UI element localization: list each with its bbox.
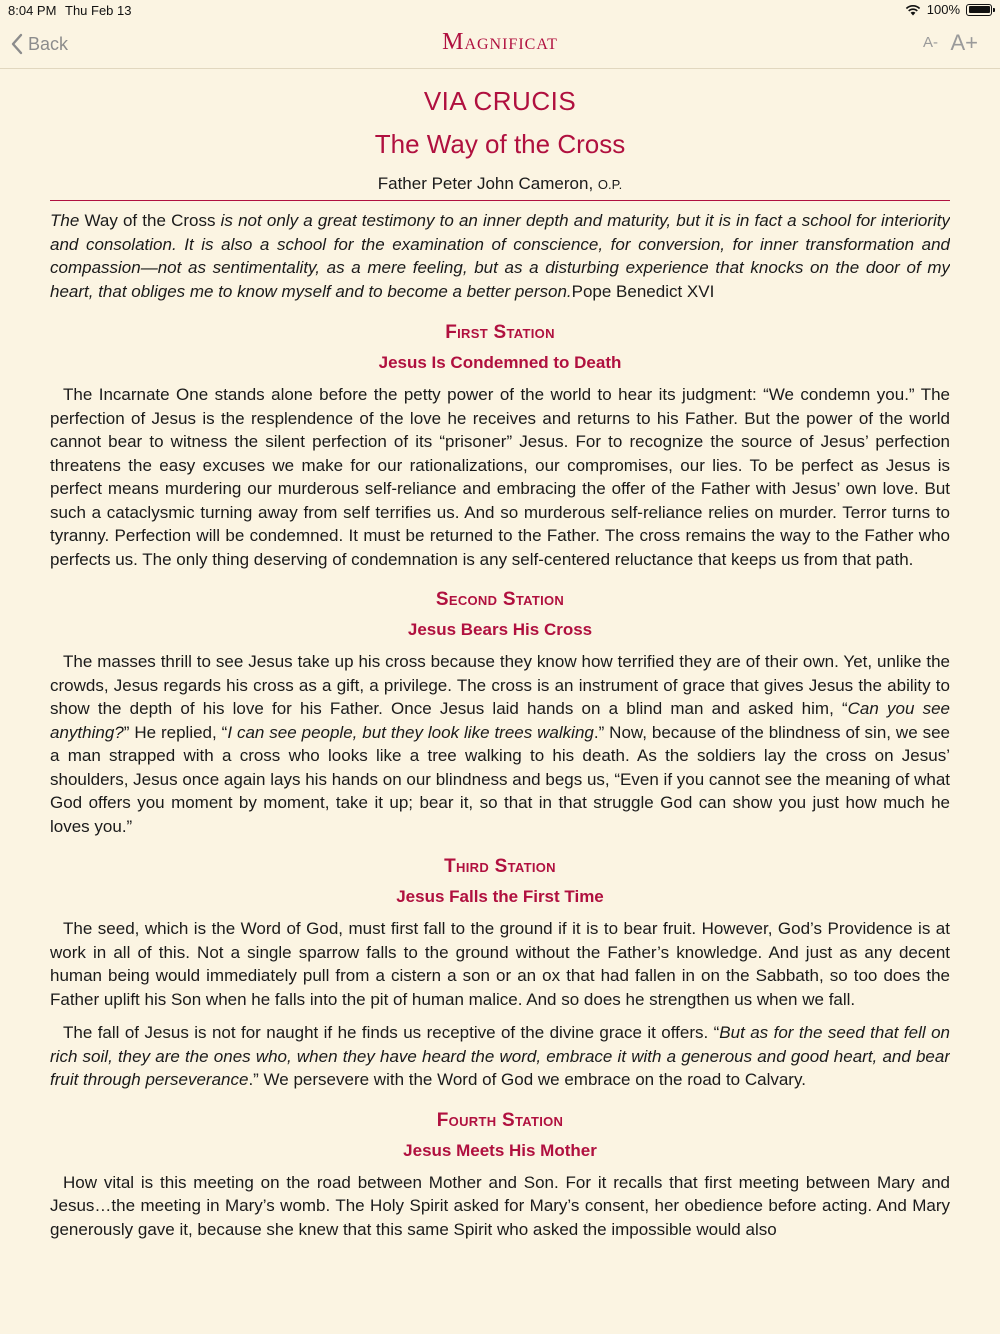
font-decrease-button[interactable]: A- bbox=[923, 34, 938, 51]
epigraph: The Way of the Cross is not only a great testimony to an inner depth and maturity, but it is in fact a school for interiority and consolation. It is also a school for the examination of conscience, for conversion, for inner transformation and compassion—not as sentimentality, as a mere feeling, but as a disturbing experience that knocks on the door of my heart, that obliges me to know myself and to become a better person.Pope Benedict XVI bbox=[50, 211, 950, 301]
wifi-icon bbox=[905, 4, 921, 16]
station-heading: First Station bbox=[445, 322, 555, 343]
status-right bbox=[905, 2, 992, 17]
station-title: Jesus Is Condemned to Death bbox=[378, 353, 622, 372]
back-label: Back bbox=[28, 33, 69, 54]
battery-percent: 100% bbox=[926, 2, 960, 17]
epigraph-attribution: Pope Benedict XVI bbox=[571, 281, 715, 301]
station-heading: Second Station bbox=[435, 589, 565, 610]
status-date: Thu Feb 13 bbox=[65, 3, 132, 18]
article-subtitle: The Way of the Cross bbox=[374, 129, 626, 159]
font-increase-button[interactable]: A+ bbox=[950, 30, 978, 55]
station-heading: Fourth Station bbox=[436, 1109, 564, 1131]
station-paragraph: The masses thrill to see Jesus take up his cross because they know how terrified they are of their own. Yet, unlike the crowds, Jesus regards his cross as a gift, a privilege. The cross is an instrument of grace that gives Jesus the ability to show the depth of his love for his Father. Once Jesus laid hands on a blind man and asked him, “Can you see anything?” He replied, “I can see people, but they look like trees walking.” Now, because of the blindness of sin, we see a man strapped with a cross who looks like a tree walking to his death. As the soldiers lay the cross on Jesus’ shoulders, Jesus once again lays his hands on our blindness and begs us, “Even if you cannot see the meaning of what God offers you moment by moment, take it up; bear it, so that in that struggle God can show you just how much he loves you.” bbox=[50, 652, 950, 836]
article-content bbox=[50, 68, 950, 1334]
magnificat-logo: MAGNIFICAT bbox=[442, 29, 558, 55]
status-time: 8:04 PM bbox=[8, 3, 57, 18]
station-title: Jesus Falls the First Time bbox=[396, 887, 604, 906]
battery-icon bbox=[966, 4, 992, 16]
station-paragraph: The seed, which is the Word of God, must first fall to the ground if it is to bear fruit. However, God’s Providence is at work in all of this. Not a single sparrow falls to the ground without the Father’s knowledge. And just as any decent human being would immediately pull from a cistern a son or an ox that had fallen in on the Sabbath, so too does the Father uplift his Son when he falls into the pit of human malice. And so does he strengthen us when we fall. bbox=[50, 919, 950, 1009]
station-paragraph: How vital is this meeting on the road between Mother and Son. For it recalls that first meeting between Mary and Jesus…the meeting in Mary’s womb. The Holy Spirit asked for Mary’s consent, her obedience before acting. And Mary generously gave it, because she knew that this same Spirit who asked the impossible would also bbox=[50, 1172, 950, 1239]
article-author: Father Peter John Cameron, O.P. bbox=[50, 174, 950, 201]
article-title: VIA CRUCIS bbox=[423, 86, 577, 116]
station-paragraph: The fall of Jesus is not for naught if he finds us receptive of the divine grace it offers. “But as for the seed that fell on rich soil, they are the ones who, when they have heard the word, embrace it with a generous and good heart, and bear fruit through perseverance.” We persevere with the Word of God we embrace on the road to Calvary. bbox=[50, 1023, 950, 1089]
station-paragraph: The Incarnate One stands alone before the petty power of the world to hear its judgment: “We condemn you.” The perfection of Jesus is the resplendence of the love he receives and returns to his Father. But the power of the world cannot bear to witness the silent perfection of its “prisoner” Jesus. For to recognize the source of Jesus’ perfection threatens the easy excuses we make for our rationalizations, our compromises, our lies. To be perfect as Jesus is perfect means murdering our murderous self-reliance and embracing the offer of the Father with Jesus’ own love. But such a cataclysmic turning away from self terrifies us. And so murderous self-reliance relies on murder. Terror turns to tyranny. Perfection will be condemned. It must be returned to the Father. The cross remains the way to the Father who perfects us. The only thing deserving of condemnation is any self-centered reluctance that keeps us from that path. bbox=[50, 385, 950, 569]
station-title: Jesus Bears His Cross bbox=[407, 620, 593, 639]
status-bar bbox=[0, 0, 1000, 20]
station-title: Jesus Meets His Mother bbox=[403, 1140, 597, 1160]
station-heading: Third Station bbox=[444, 856, 556, 877]
nav-bar bbox=[0, 20, 1000, 69]
